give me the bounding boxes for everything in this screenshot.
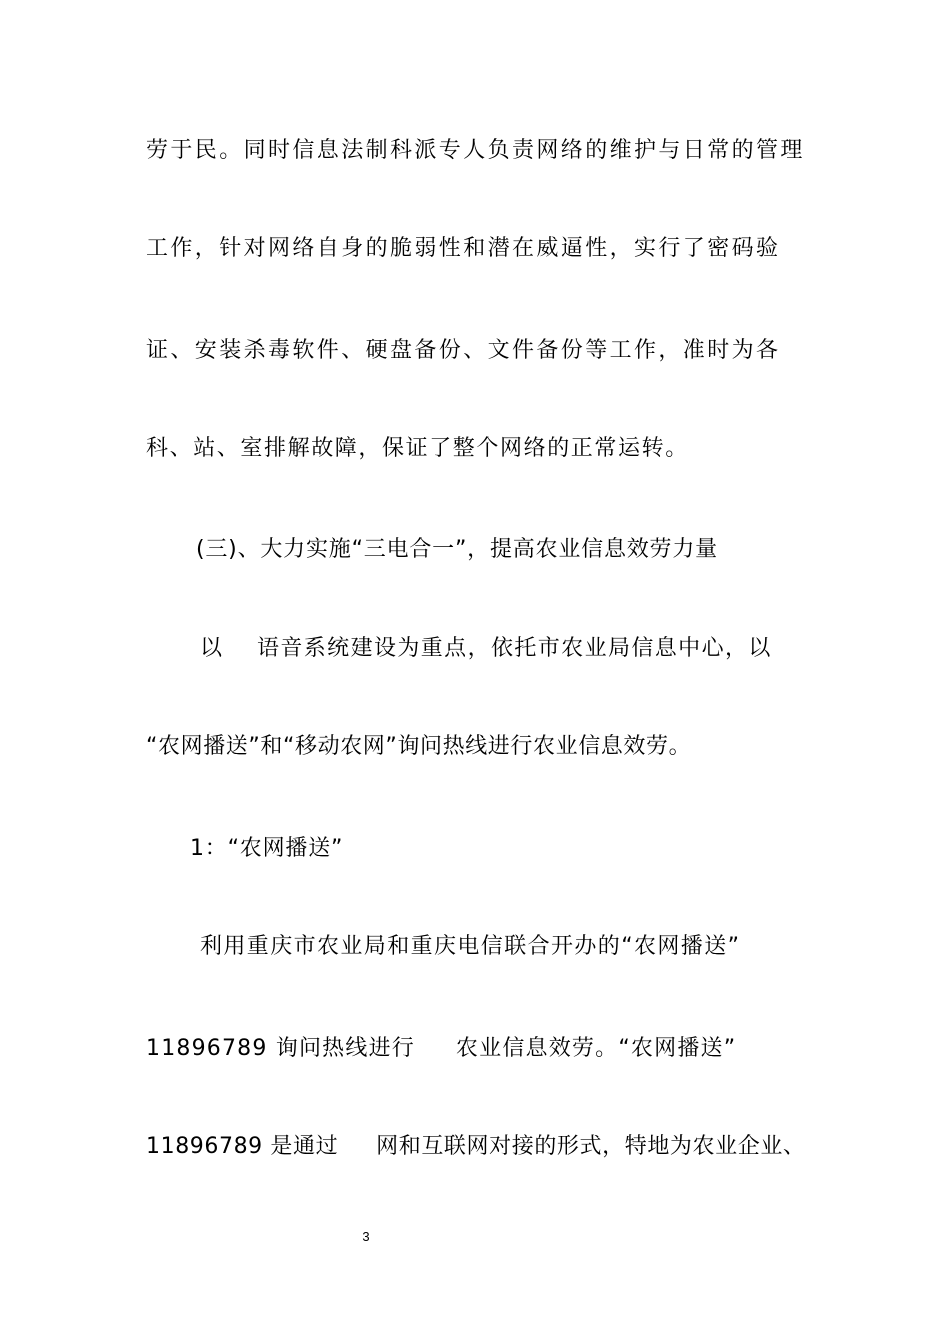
section-heading: (三)、大力实施“三电合一”，提高农业信息效劳力量 <box>196 537 718 562</box>
body-text-line: 科、站、室排解故障，保证了整个网络的正常运转。 <box>146 436 689 461</box>
body-text-line: 11896789 是通过 网和互联网对接的形式，特地为农业企业、 <box>146 1134 806 1159</box>
body-text-line: 劳于民。同时信息法制科派专人负责网络的维护与日常的管理 <box>146 138 805 163</box>
body-text-line: 利用重庆市农业局和重庆电信联合开办的“农网播送” <box>200 934 741 959</box>
body-text-line: 工作，针对网络自身的脆弱性和潜在威逼性，实行了密码验 <box>146 236 781 261</box>
subsection-heading: 1：“农网播送” <box>190 836 344 861</box>
body-text-line: 以 语音系统建设为重点，依托市农业局信息中心，以 <box>200 636 772 661</box>
body-text-line: 证、安装杀毒软件、硬盘备份、文件备份等工作，准时为各 <box>146 338 781 363</box>
page-number: 3 <box>362 1229 370 1244</box>
body-text-line: “农网播送”和“移动农网”询问热线进行农业信息效劳。 <box>146 734 692 759</box>
body-text-line: 11896789 询问热线进行 农业信息效劳。“农网播送” <box>146 1036 737 1061</box>
